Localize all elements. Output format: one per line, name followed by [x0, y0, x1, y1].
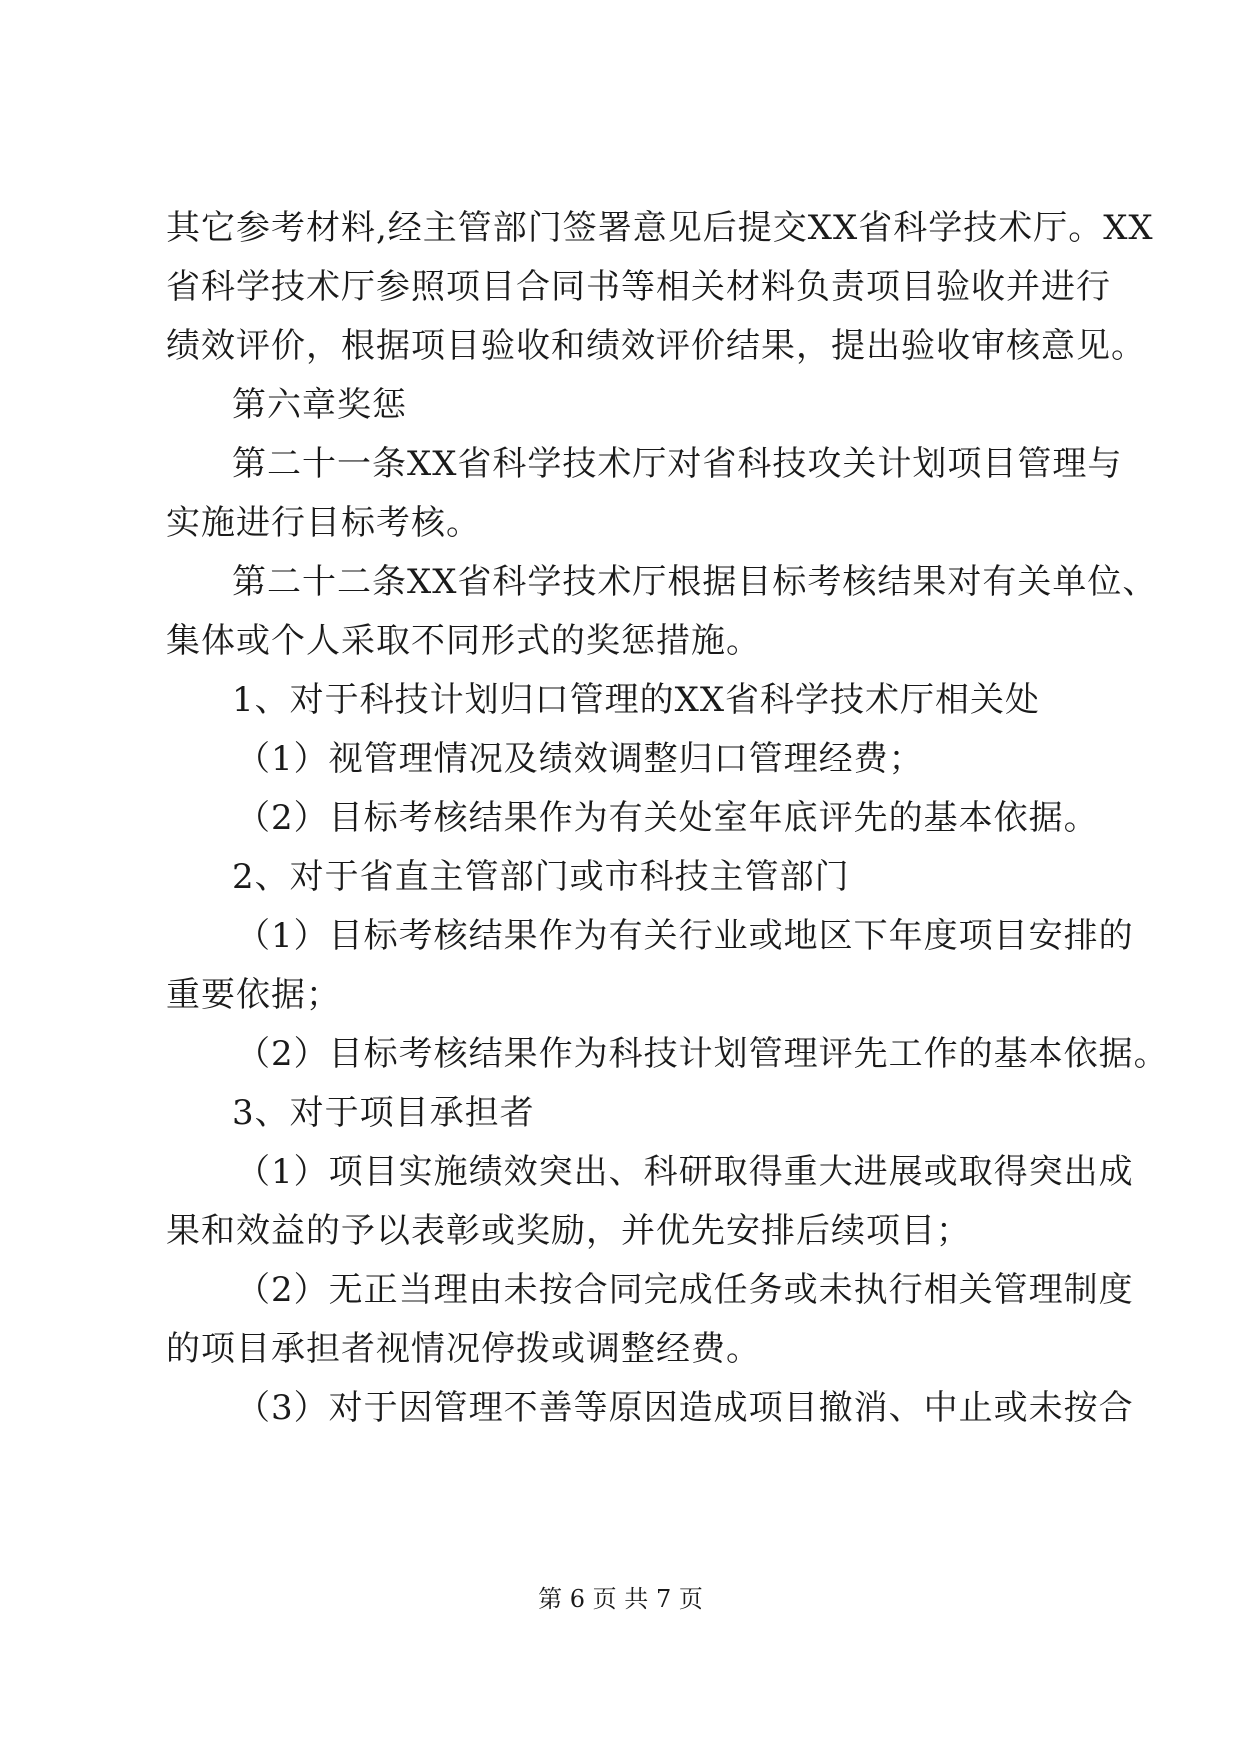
list-subitem: （2）目标考核结果作为科技计划管理评先工作的基本依据。 [236, 1034, 1169, 1074]
list-item-heading: 2、对于省直主管部门或市科技主管部门 [232, 857, 850, 897]
list-subitem: （2）无正当理由未按合同完成任务或未执行相关管理制度 [236, 1270, 1134, 1310]
list-subitem: 重要依据； [166, 975, 341, 1015]
article-text-line: 第二十二条XX省科学技术厅根据目标考核结果对有关单位、 [232, 562, 1158, 602]
chapter-heading: 第六章奖惩 [232, 385, 407, 425]
list-subitem: （2）目标考核结果作为有关处室年底评先的基本依据。 [236, 798, 1099, 838]
article-text-line: 集体或个人采取不同形式的奖惩措施。 [166, 621, 761, 661]
article-text-line: 第二十一条XX省科学技术厅对省科技攻关计划项目管理与 [232, 444, 1123, 484]
body-text-line: 其它参考材料,经主管部门签署意见后提交XX省科学技术厅。XX [166, 208, 1154, 248]
body-text-line: 省科学技术厅参照项目合同书等相关材料负责项目验收并进行 [166, 267, 1111, 307]
list-item-heading: 1、对于科技计划归口管理的XX省科学技术厅相关处 [232, 680, 1041, 720]
list-subitem: （1）目标考核结果作为有关行业或地区下年度项目安排的 [236, 916, 1134, 956]
body-text-line: 绩效评价，根据项目验收和绩效评价结果，提出验收审核意见。 [166, 326, 1146, 366]
list-subitem: （1）项目实施绩效突出、科研取得重大进展或取得突出成 [236, 1152, 1134, 1192]
list-subitem: （1）视管理情况及绩效调整归口管理经费； [236, 739, 924, 779]
page-number-footer: 第 6 页 共 7 页 [538, 1585, 703, 1613]
list-item-heading: 3、对于项目承担者 [232, 1093, 535, 1133]
article-text-line: 实施进行目标考核。 [166, 503, 481, 543]
list-subitem: （3）对于因管理不善等原因造成项目撤消、中止或未按合 [236, 1388, 1134, 1428]
list-subitem: 果和效益的予以表彰或奖励，并优先安排后续项目； [166, 1211, 971, 1251]
list-subitem: 的项目承担者视情况停拨或调整经费。 [166, 1329, 761, 1369]
